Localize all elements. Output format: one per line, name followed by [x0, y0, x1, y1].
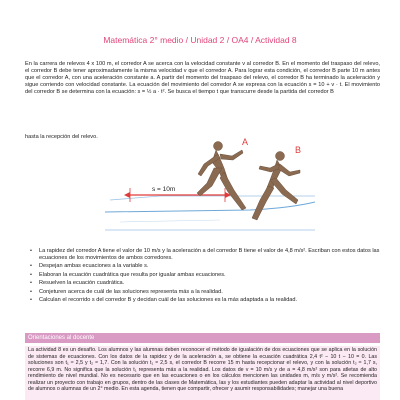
relay-race-figure: [100, 138, 330, 242]
runner-b-label: B: [295, 145, 302, 155]
orientaciones-body: La actividad 8 es un desafío. Los alumnos y las alumnas deben reconocer el método de igualación de dos ecuaciones que se aplica en la solución de sistemas de ecuaciones. Con los datos de la rapidez y de la aceleración a, se obtiene la ecuación cuadrática 2,4 t² − 10 t − 10 = 0. Las soluciones son t₁ ≈ 2,5 y t₂ ≈ 1,7. Con la solución t₁ ≈ 2,5 s, el corredor B recorre 15 m hasta recepcionar el relevo, y con la solución t₂ ≈ 1,7 s, recorre 6,9 m. No significa que la solución t₁ representa más a la realidad. Los datos de v = 10 m/s y de a = 4,8 m/s² son para atletas de alto rendimiento de nivel mundial. No es necesario que en las ecuaciones o en los cálculos mencionen las unidades m, m/s y m/s². Se recomienda realizar un proyecto con trabajo en grupos, dentro de las clases de Matemática, las y los estudiantes pueden adaptar la actividad al nivel deportivo de alumnos o alumnas de un 2° medio. En esta agenda, tienen que compartir, ofrecer y asumir responsabilidades; manejar una buena: [25, 346, 380, 400]
runner-a-label: A: [242, 138, 249, 147]
list-item: • Elaboran la ecuación cuadrática que resulta por igualar ambas ecuaciones.: [25, 272, 380, 279]
orientaciones-heading: Orientaciones al docente: [25, 333, 380, 343]
list-item: • Calculan el recorrido s del corredor B y decidan cuál de las soluciones es la más adaptada a la realidad.: [25, 297, 380, 304]
runner-b-figure: [252, 152, 300, 221]
list-item: • Resuelven la ecuación cuadrática.: [25, 280, 380, 287]
track-lines: [105, 196, 315, 230]
problem-paragraph: En la carrera de relevos 4 x 100 m, el corredor A se acerca con la velocidad constante v al corredor B. En el momento del traspaso del relevo, el corredor B debe tener aproximadamente la misma velocidad v que el corredor A. Para lograr esta condición, el corredor B parte 10 m antes que el corredor A, con una aceleración constante a. A partir del momento del traspaso del relevo, el corredor B ha terminado la aceleración y sigue corriendo con velocidad constante. La ecuación del movimiento del corredor A se expresa con la ecuación s = 10 + v · t. El movimiento del corredor B se determina con la ecuación: s = ½ a · t². Se busca el tiempo t que transcurre desde la partida del corredor B: [25, 61, 380, 96]
problem-continuation: hasta la recepción del relevo.: [25, 134, 98, 140]
list-item: • Despejan ambas ecuaciones a la variable s.: [25, 263, 380, 270]
distance-arrow: [124, 188, 231, 202]
list-item: • Conjeturen acerca de cuál de las soluciones representa más a la realidad.: [25, 289, 380, 296]
distance-label: s = 10m: [152, 186, 176, 193]
page-title: Matemática 2° medio / Unidad 2 / OA4 / Actividad 8: [103, 35, 297, 45]
task-list: [25, 248, 380, 305]
runner-a-figure: [197, 142, 246, 211]
list-item: • La rapidez del corredor A tiene el valor de 10 m/s y la aceleración a del corredor B tiene el valor de 4,8 m/s². Escriban con estos datos las ecuaciones de los movimientos de ambos corredores.: [25, 248, 380, 262]
